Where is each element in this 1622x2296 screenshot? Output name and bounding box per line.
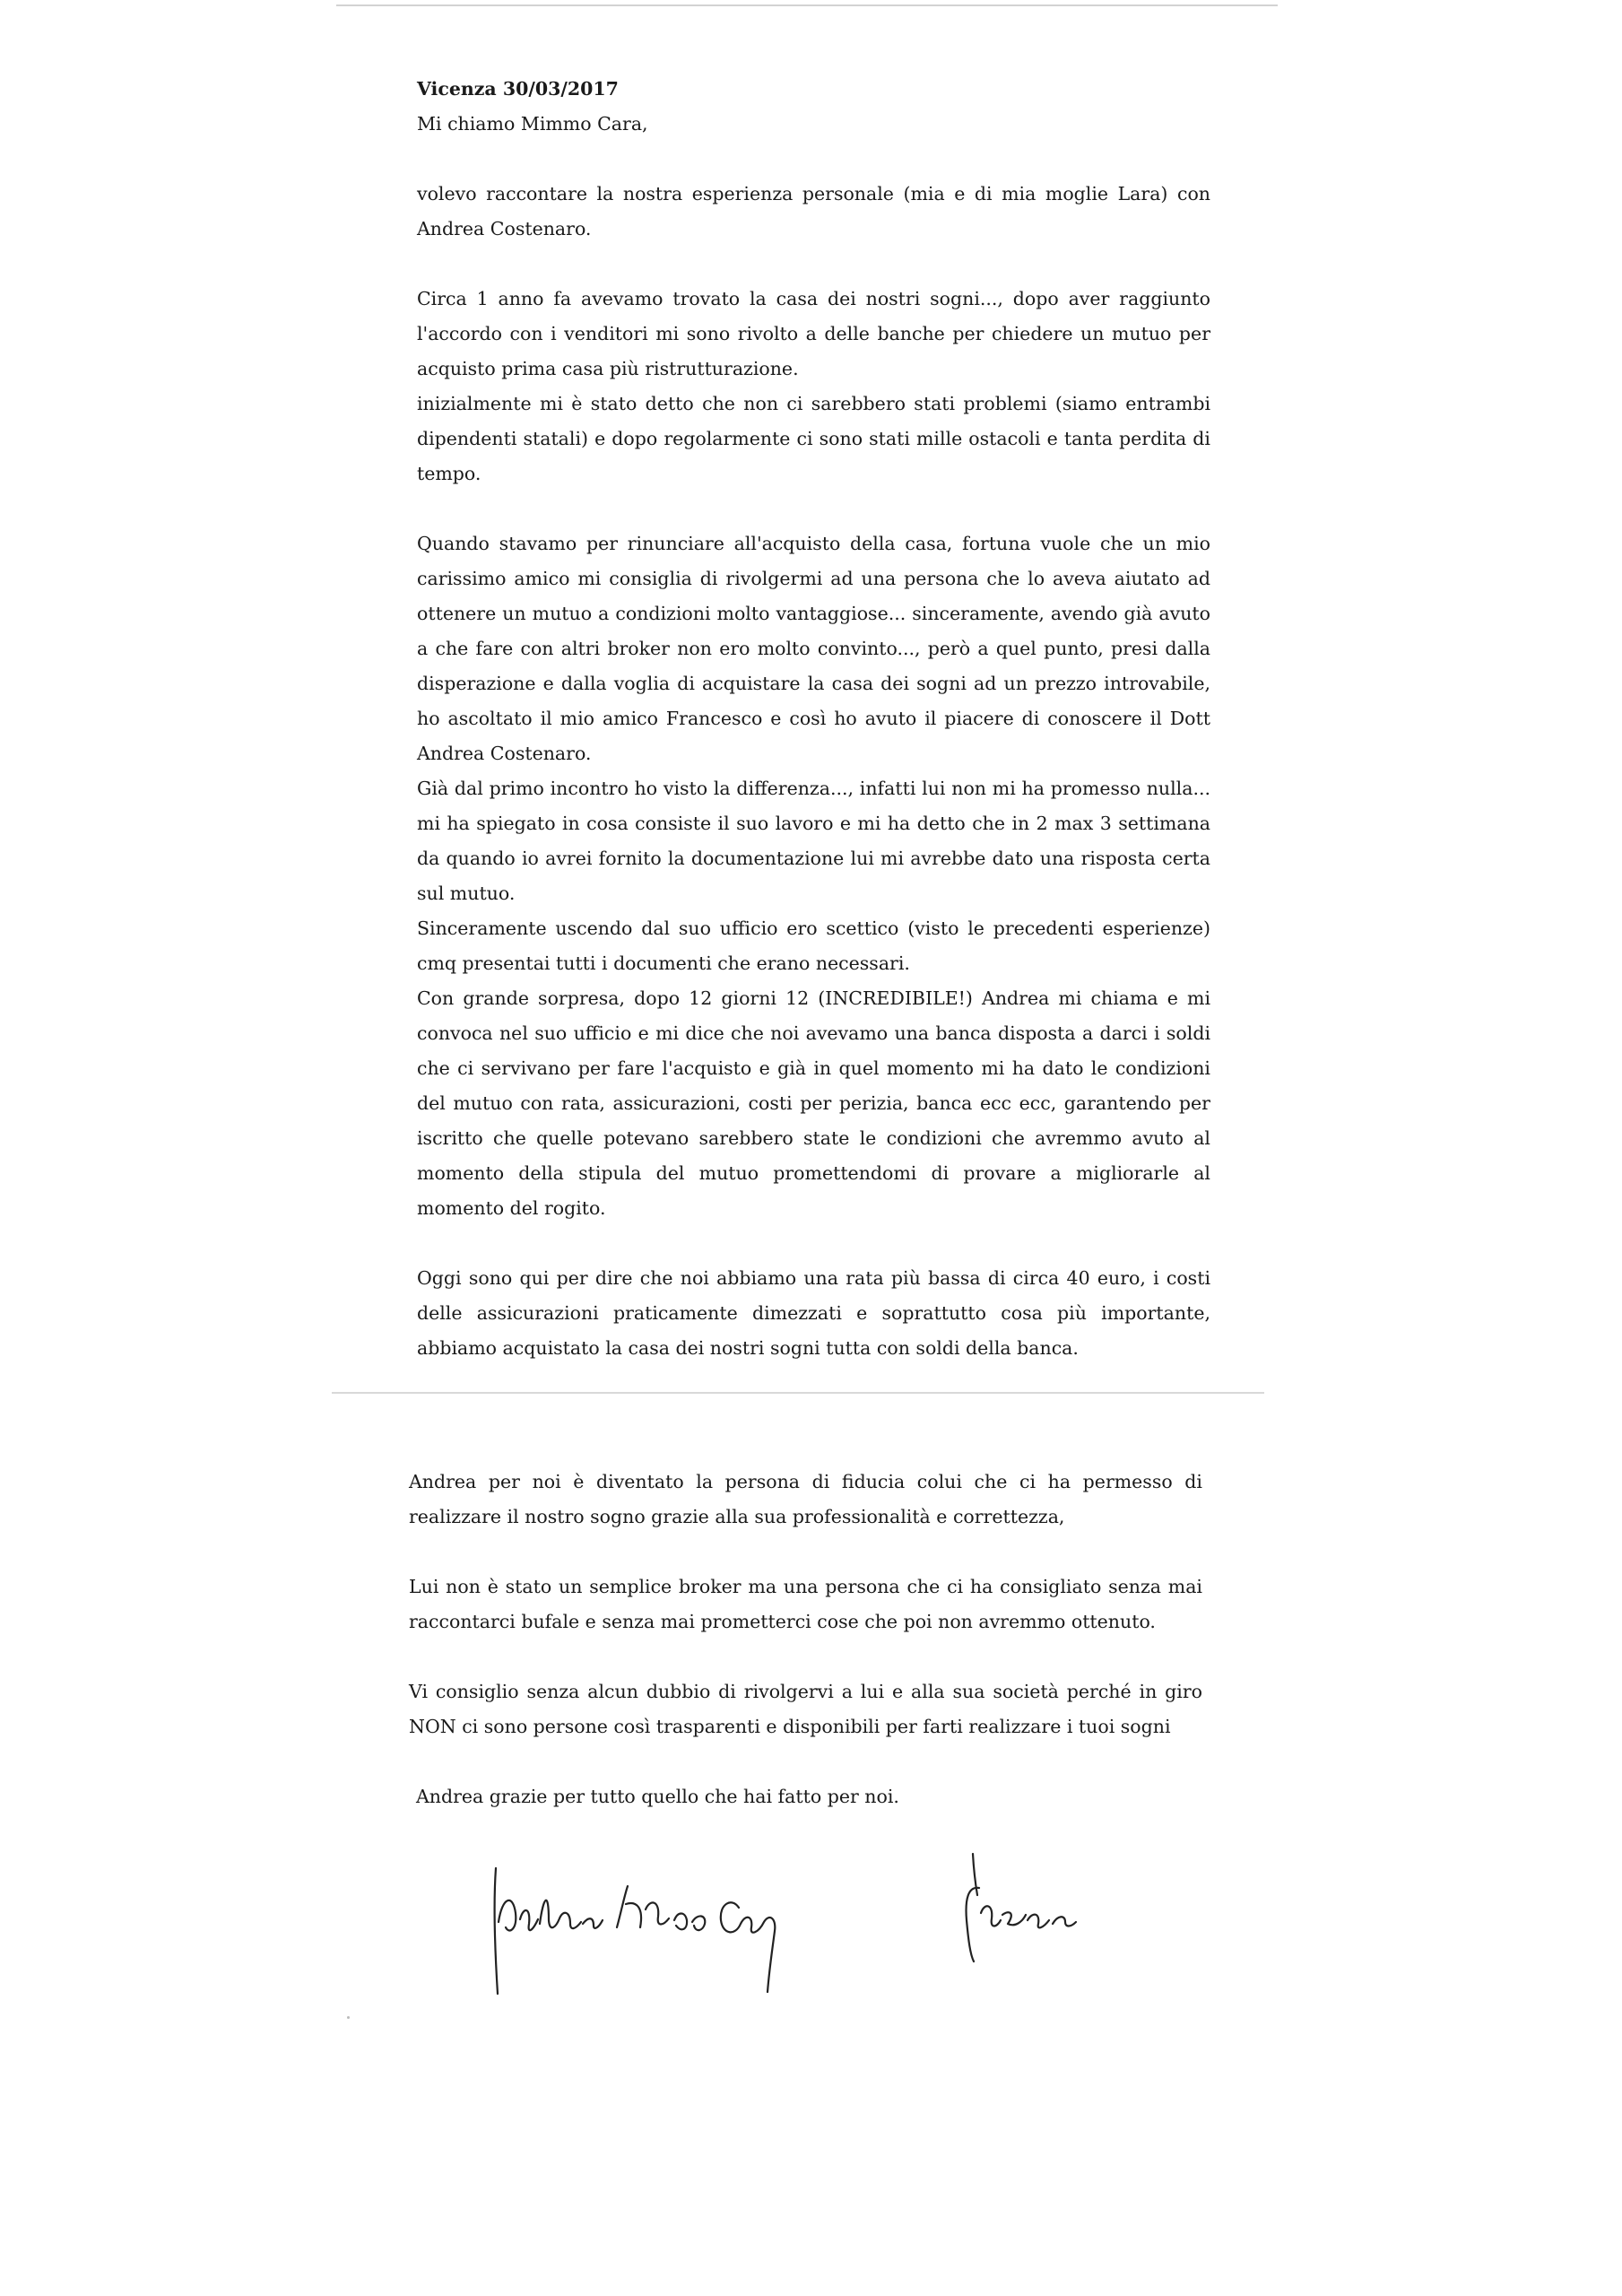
paragraph-trust: Andrea per noi è diventato la persona di fiducia colui che ci ha permesso di realizzare il nostro sogno grazie alla sua professionalità e correttezza, (409, 1471, 1202, 1527)
paragraph-meeting-andrea (417, 526, 1210, 1226)
letter-page-2 (409, 1465, 1202, 1814)
paragraph-intro (417, 177, 1210, 247)
paragraph-result (417, 1261, 1210, 1366)
handwritten-signature-lara (967, 1854, 1076, 1961)
paragraph-text: Già dal primo incontro ho visto la differenza..., infatti lui non mi ha promesso nulla... mi ha spiegato in cosa consiste il suo lavoro e mi ha detto che in 2 max 3 settimana da quando io avrei fornito la documentazione lui mi avrebbe dato una risposta certa sul mutuo. (417, 778, 1210, 904)
paragraph-text: Circa 1 anno fa avevamo trovato la casa dei nostri sogni..., dopo aver raggiunto l'accordo con i venditori mi sono rivolto a delle banche per chiedere un mutuo per acquisto prima casa più ristrutturazione. (417, 288, 1210, 379)
paragraph-text: Oggi sono qui per dire che noi abbiamo una rata più bassa di circa 40 euro, i costi delle assicurazioni praticamente dimezzati e soprattutto cosa più importante, abbiamo acquistato la casa dei nostri sogni tutta con soldi della banca. (417, 1267, 1210, 1359)
greeting: Mi chiamo Mimmo Cara, (417, 113, 648, 135)
page-break-divider (332, 1392, 1264, 1394)
paragraph-bank-search (417, 282, 1210, 491)
paragraph-recommendation: Vi consiglio senza alcun dubbio di rivolgervi a lui e alla sua società perché in giro NON ci sono persone così trasparenti e disponibili per farti realizzare i tuoi sogni (409, 1681, 1202, 1737)
scan-speck (347, 2016, 350, 2019)
paragraph-text: Con grande sorpresa, dopo 12 giorni 12 (INCREDIBILE!) Andrea mi chiama e mi convoca nel suo ufficio e mi dice che noi avevamo una banca disposta a darci i soldi che ci servivano per fare l'acquisto e già in quel momento mi ha dato le condizioni del mutuo con rata, assicurazioni, costi per perizia, banca ecc ecc, garantendo per iscritto che quelle potevano sarebbero state le condizioni che avremmo avuto al momento della stipula del mutuo promettendomi di provare a migliorarle al momento del rogito. (417, 987, 1210, 1219)
paragraph-text: Sinceramente uscendo dal suo ufficio ero scettico (visto le precedenti esperienze) cmq presentai tutti i documenti che erano necessari. (417, 918, 1210, 974)
signature-block (466, 1834, 1148, 2009)
paragraph-text: inizialmente mi è stato detto che non ci sarebbero stati problemi (siamo entrambi dipendenti statali) e dopo regolarmente ci sono stati mille ostacoli e tanta perdita di tempo. (417, 393, 1210, 484)
dateline: Vicenza 30/03/2017 (417, 78, 619, 100)
handwritten-signature-cara (495, 1868, 776, 1994)
paragraph-text: volevo raccontare la nostra esperienza personale (mia e di mia moglie Lara) con Andrea Costenaro. (417, 183, 1210, 239)
paragraph-text: Quando stavamo per rinunciare all'acquisto della casa, fortuna vuole che un mio carissimo amico mi consiglia di rivolgermi ad una persona che lo aveva aiutato ad ottenere un mutuo a condizioni molto vantaggiose... sinceramente, avendo già avuto a che fare con altri broker non ero molto convinto..., però a quel punto, presi dalla disperazione e dalla voglia di acquistare la casa dei sogni ad un prezzo introvabile, ho ascoltato il mio amico Francesco e così ho avuto il piacere di conoscere il Dott Andrea Costenaro. (417, 533, 1210, 764)
letter-page-1 (417, 72, 1210, 1366)
paragraph-honesty: Lui non è stato un semplice broker ma una persona che ci ha consigliato senza mai raccontarci bufale e senza mai prometterci cose che poi non avremmo ottenuto. (409, 1576, 1202, 1632)
closing-line: Andrea grazie per tutto quello che hai fatto per noi. (416, 1786, 899, 1807)
page-top-edge (336, 4, 1278, 6)
